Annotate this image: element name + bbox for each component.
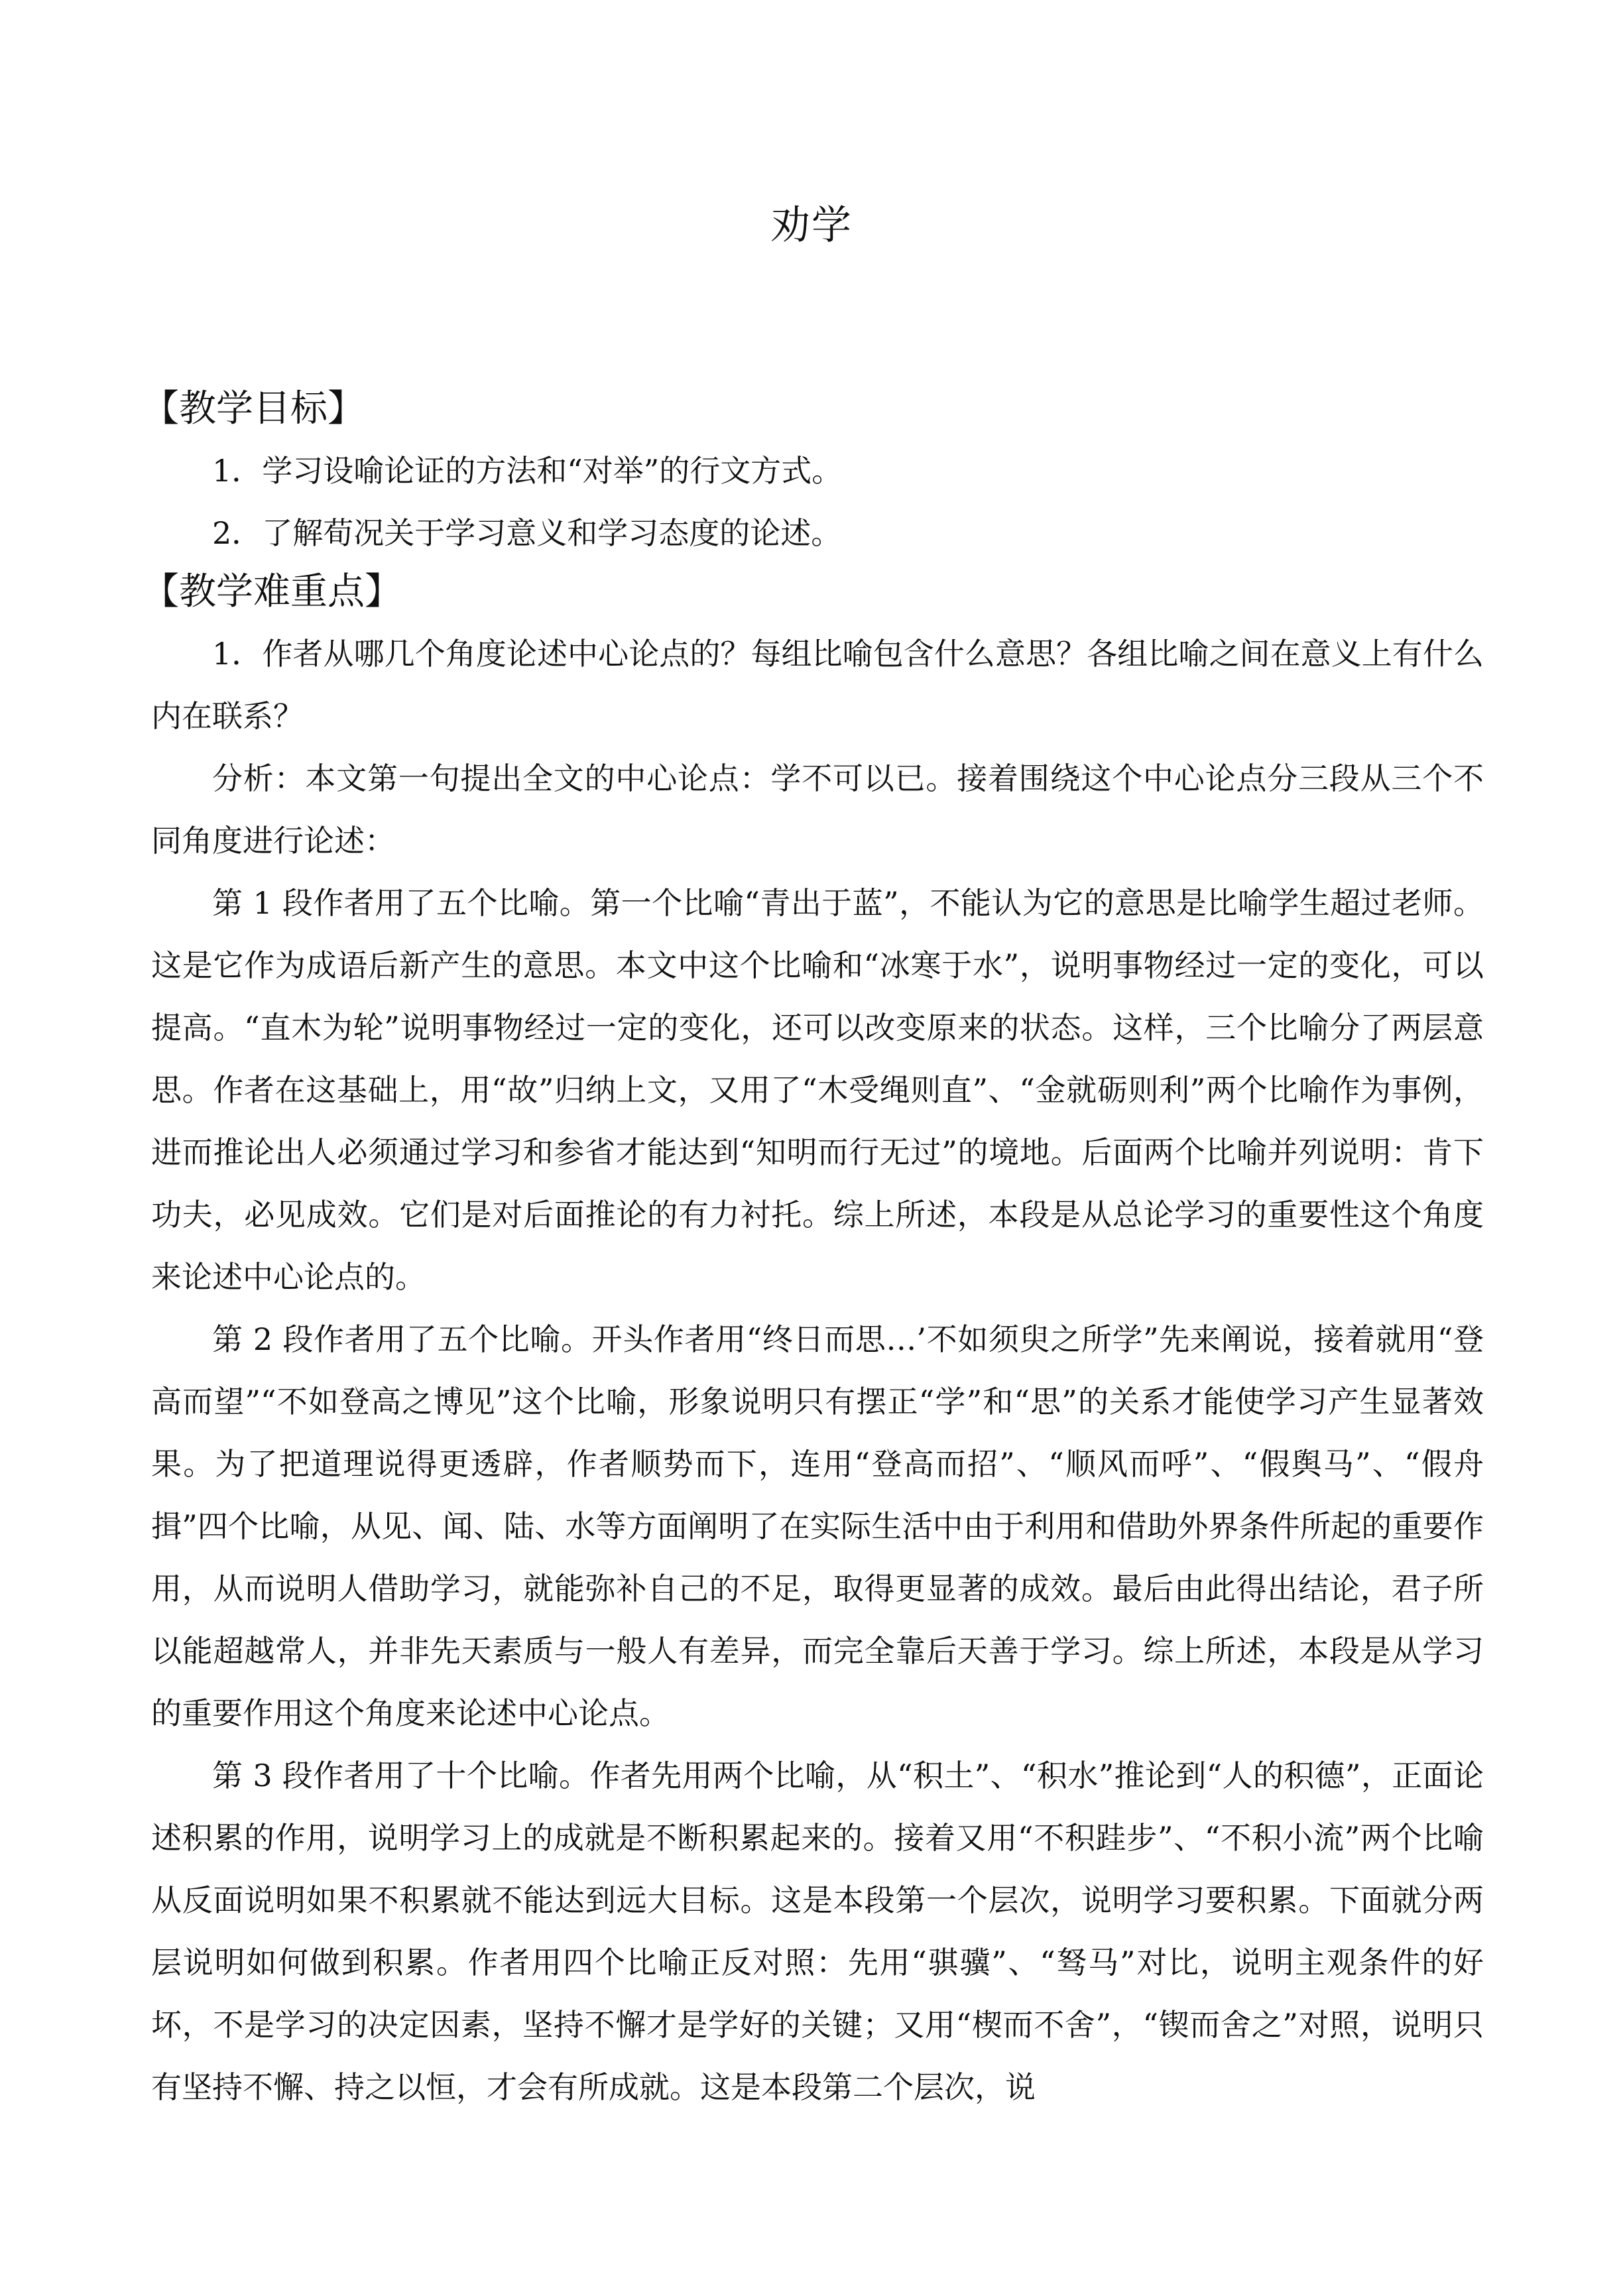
- paragraph-section-3: 第 3 段作者用了十个比喻。作者先用两个比喻，从“积土”、“积水”推论到“人的积德”，正面论述积累的作用，说明学习上的成就是不断积累起来的。接着又用“不积跬步”、“不积小流”两个比喻从反面说明如果不积累就不能达到远大目标。这是本段第一个层次，说明学习要积累。下面就分两层说明如何做到积累。作者用四个比喻正反对照：先用“骐骥”、“驽马”对比，说明主观条件的好坏，不是学习的决定因素，坚持不懈才是学好的关键；又用“楔而不舍”，“锲而舍之”对照，说明只有坚持不懈、持之以恒，才会有所成就。这是本段第二个层次，说: [151, 1758, 1484, 2105]
- analysis-paragraph: 分析：本文第一句提出全文的中心论点：学不可以已。接着围绕这个中心论点分三段从三个不同角度进行论述：: [151, 760, 1484, 859]
- document-body: [142, 381, 1484, 2118]
- paragraph-section-2: 第 2 段作者用了五个比喻。开头作者用“终日而思…’不如须臾之所学”先来阐说，接着就用“登高而望”“不如登高之博见”这个比喻，形象说明只有摆正“学”和“思”的关系才能使学习产生显著效果。为了把道理说得更透辟，作者顺势而下，连用“登高而招”、“顺风而呼”、“假舆马”、“假舟揖”四个比喻，从见、闻、陆、水等方面阐明了在实际生活中由于利用和借助外界条件所起的重要作用，从而说明人借助学习，就能弥补自己的不足，取得更显著的成效。最后由此得出结论，君子所以能超越常人，并非先天素质与一般人有差异，而完全靠后天善于学习。综上所述，本段是从学习的重要作用这个角度来论述中心论点。: [151, 1321, 1484, 1731]
- goal-item-2: 2．了解荀况关于学习意义和学习态度的论述。: [212, 515, 842, 551]
- document-title: 劝学: [770, 202, 853, 249]
- goal-item-1: 1．学习设喻论证的方法和“对举”的行文方式。: [212, 453, 843, 489]
- section-heading-teaching-goals: 【教学目标】: [142, 387, 365, 430]
- section-heading-key-points: 【教学难重点】: [142, 570, 402, 613]
- paragraph-section-1: 第 1 段作者用了五个比喻。第一个比喻“青出于蓝”，不能认为它的意思是比喻学生超过老师。这是它作为成语后新产生的意思。本文中这个比喻和“冰寒于水”，说明事物经过一定的变化，可以提高。“直木为轮”说明事物经过一定的变化，还可以改变原来的状态。这样，三个比喻分了两层意思。作者在这基础上，用“故”归纳上文，又用了“木受绳则直”、“金就砺则利”两个比喻作为事例，进而推论出人必须通过学习和参省才能达到“知明而行无过”的境地。后面两个比喻并列说明：肯下功夫，必见成效。它们是对后面推论的有力衬托。综上所述，本段是从总论学习的重要性这个角度来论述中心论点的。: [151, 885, 1484, 1295]
- question-paragraph: 1．作者从哪几个角度论述中心论点的？每组比喻包含什么意思？各组比喻之间在意义上有什么内在联系？: [151, 636, 1484, 734]
